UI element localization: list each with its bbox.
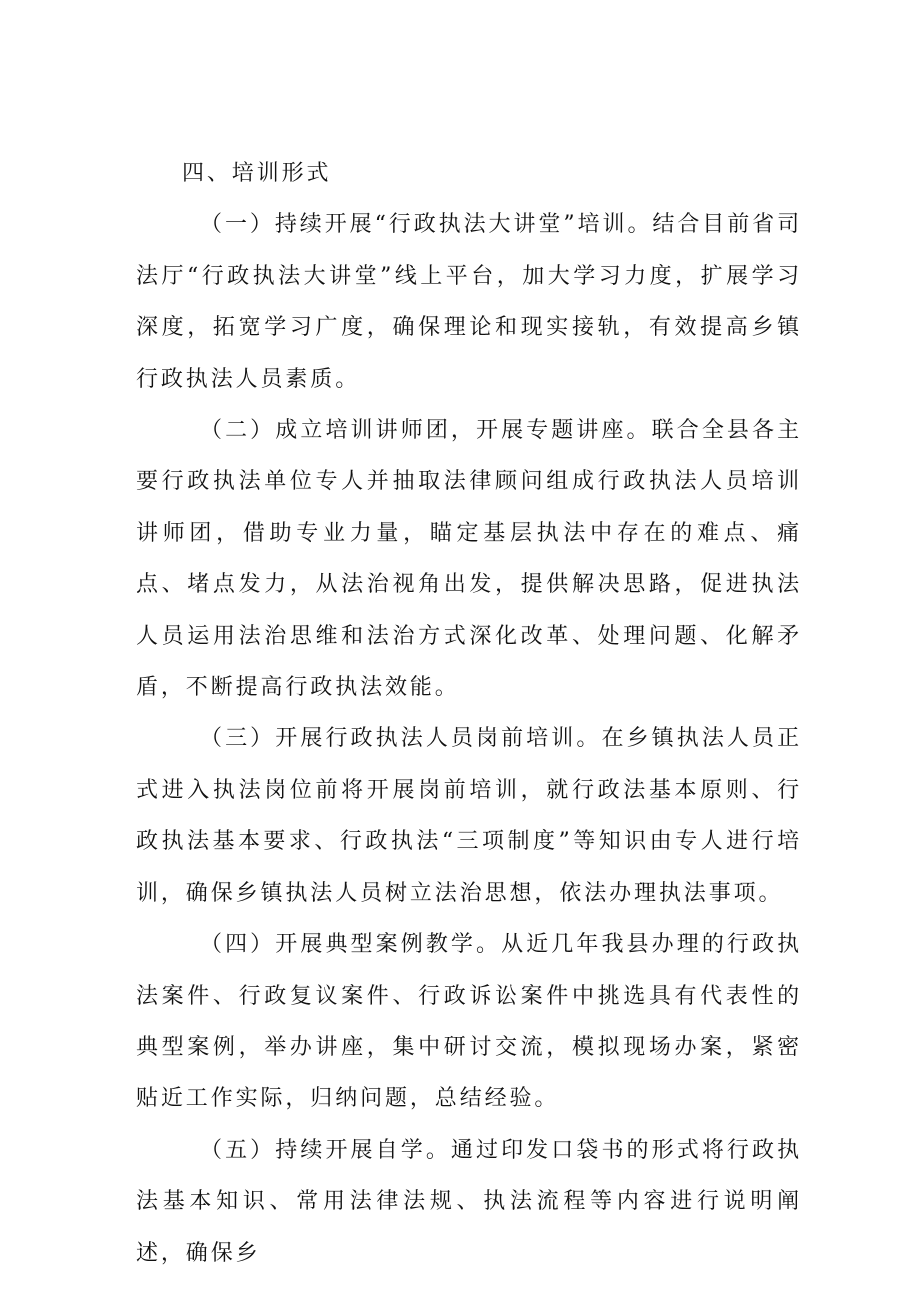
document-page [136, 148, 802, 1279]
paragraph-training-lecture-hall: （一）持续开展“行政执法大讲堂”培训。结合目前省司法厅“行政执法大讲堂”线上平台，加大学习力度，扩展学习深度，拓宽学习广度，确保理论和现实接轨，有效提高乡镇行政执法人员素质。 [136, 212, 802, 392]
paragraph-pre-job-training: （三）开展行政执法人员岗前培训。在乡镇执法人员正式进入执法岗位前将开展岗前培训，就行政法基本原则、行政执法基本要求、行政执法“三项制度”等知识由专人进行培训，确保乡镇执法人员树立法治思想，依法办理执法事项。 [136, 726, 802, 906]
paragraph-lecturer-team: （二）成立培训讲师团，开展专题讲座。联合全县各主要行政执法单位专人并抽取法律顾问组成行政执法人员培训讲师团，借助专业力量，瞄定基层执法中存在的难点、痛点、堵点发力，从法治视角出发，提供解决思路，促进执法人员运用法治思维和法治方式深化改革、处理问题、化解矛盾，不断提高行政执法效能。 [136, 418, 802, 701]
section-heading: 四、培训形式 [182, 161, 332, 186]
paragraph-case-teaching: （四）开展典型案例教学。从近几年我县办理的行政执法案件、行政复议案件、行政诉讼案件中挑选具有代表性的典型案例，举办讲座，集中研讨交流，模拟现场办案，紧密贴近工作实际，归纳问题，总结经验。 [136, 932, 802, 1112]
paragraph-self-study: （五）持续开展自学。通过印发口袋书的形式将行政执法基本知识、常用法律法规、执法流程等内容进行说明阐述，确保乡 [136, 1137, 802, 1266]
